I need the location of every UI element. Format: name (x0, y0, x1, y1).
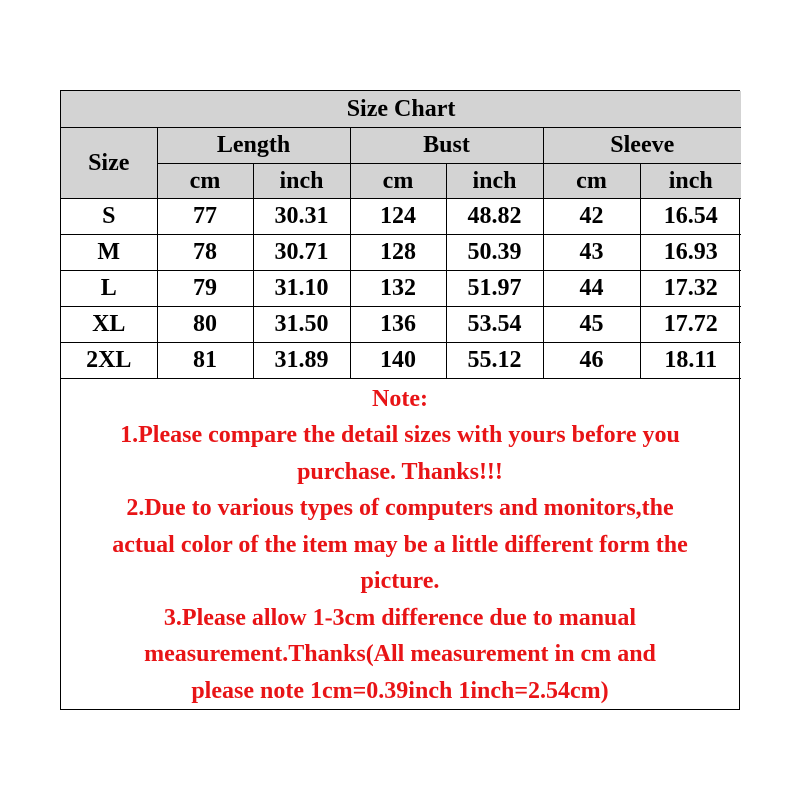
unit-header: cm (543, 163, 640, 198)
table-cell: 31.10 (253, 270, 350, 306)
table-title: Size Chart (61, 91, 741, 127)
group-header-sleeve: Sleeve (543, 127, 741, 163)
table-cell: 79 (157, 270, 253, 306)
table-cell: 42 (543, 198, 640, 234)
size-cell: M (61, 234, 157, 270)
table-cell: 17.72 (640, 306, 741, 342)
table-cell: 44 (543, 270, 640, 306)
unit-header: inch (640, 163, 741, 198)
table-cell: 18.11 (640, 342, 741, 378)
note-line: actual color of the item may be a little different form the (112, 531, 688, 558)
note-heading: Note: (372, 385, 428, 412)
note-line: 3.Please allow 1-3cm difference due to manual (163, 604, 637, 631)
table-cell: 78 (157, 234, 253, 270)
table-cell: 51.97 (446, 270, 543, 306)
table-cell: 43 (543, 234, 640, 270)
table-cell: 31.89 (253, 342, 350, 378)
table-cell: 77 (157, 198, 253, 234)
note-line: 2.Due to various types of computers and monitors,the (126, 495, 674, 521)
table-cell: 30.71 (253, 234, 350, 270)
size-cell: L (61, 270, 157, 306)
size-cell: S (61, 198, 157, 234)
table-row (61, 234, 741, 270)
size-column-header: Size (61, 127, 157, 198)
table-cell: 30.31 (253, 198, 350, 234)
table-cell: 45 (543, 306, 640, 342)
table-row (61, 306, 741, 342)
group-header-bust: Bust (350, 127, 543, 163)
table-cell: 140 (350, 342, 446, 378)
table-cell: 16.54 (640, 198, 741, 234)
unit-header: cm (350, 163, 446, 198)
table-cell: 55.12 (446, 342, 543, 378)
table-cell: 80 (157, 306, 253, 342)
table-row (61, 342, 741, 378)
size-cell: XL (61, 306, 157, 342)
table-cell: 50.39 (446, 234, 543, 270)
group-header-length: Length (157, 127, 350, 163)
note-line: 1.Please compare the detail sizes with yours before you (120, 422, 680, 448)
table-cell: 48.82 (446, 198, 543, 234)
table-cell: 124 (350, 198, 446, 234)
table-cell: 136 (350, 306, 446, 342)
unit-header: cm (157, 163, 253, 198)
table-cell: 46 (543, 342, 640, 378)
table-cell: 17.32 (640, 270, 741, 306)
table-cell: 128 (350, 234, 446, 270)
table-cell: 16.93 (640, 234, 741, 270)
table-cell: 132 (350, 270, 446, 306)
table-row (61, 198, 741, 234)
table-cell: 81 (157, 342, 253, 378)
table-cell: 53.54 (446, 306, 543, 342)
size-chart-table (61, 91, 741, 379)
unit-header: inch (253, 163, 350, 198)
note-line: measurement.Thanks(All measurement in cm and (144, 641, 656, 667)
table-cell: 31.50 (253, 306, 350, 342)
size-cell: 2XL (61, 342, 157, 378)
table-row (61, 270, 741, 306)
note-line: picture. (360, 568, 440, 594)
note-line: purchase. Thanks!!! (297, 458, 503, 485)
note-line: please note 1cm=0.39inch 1inch=2.54cm) (191, 677, 609, 704)
size-chart-sheet (60, 90, 740, 710)
unit-header: inch (446, 163, 543, 198)
notes-section (61, 379, 739, 710)
